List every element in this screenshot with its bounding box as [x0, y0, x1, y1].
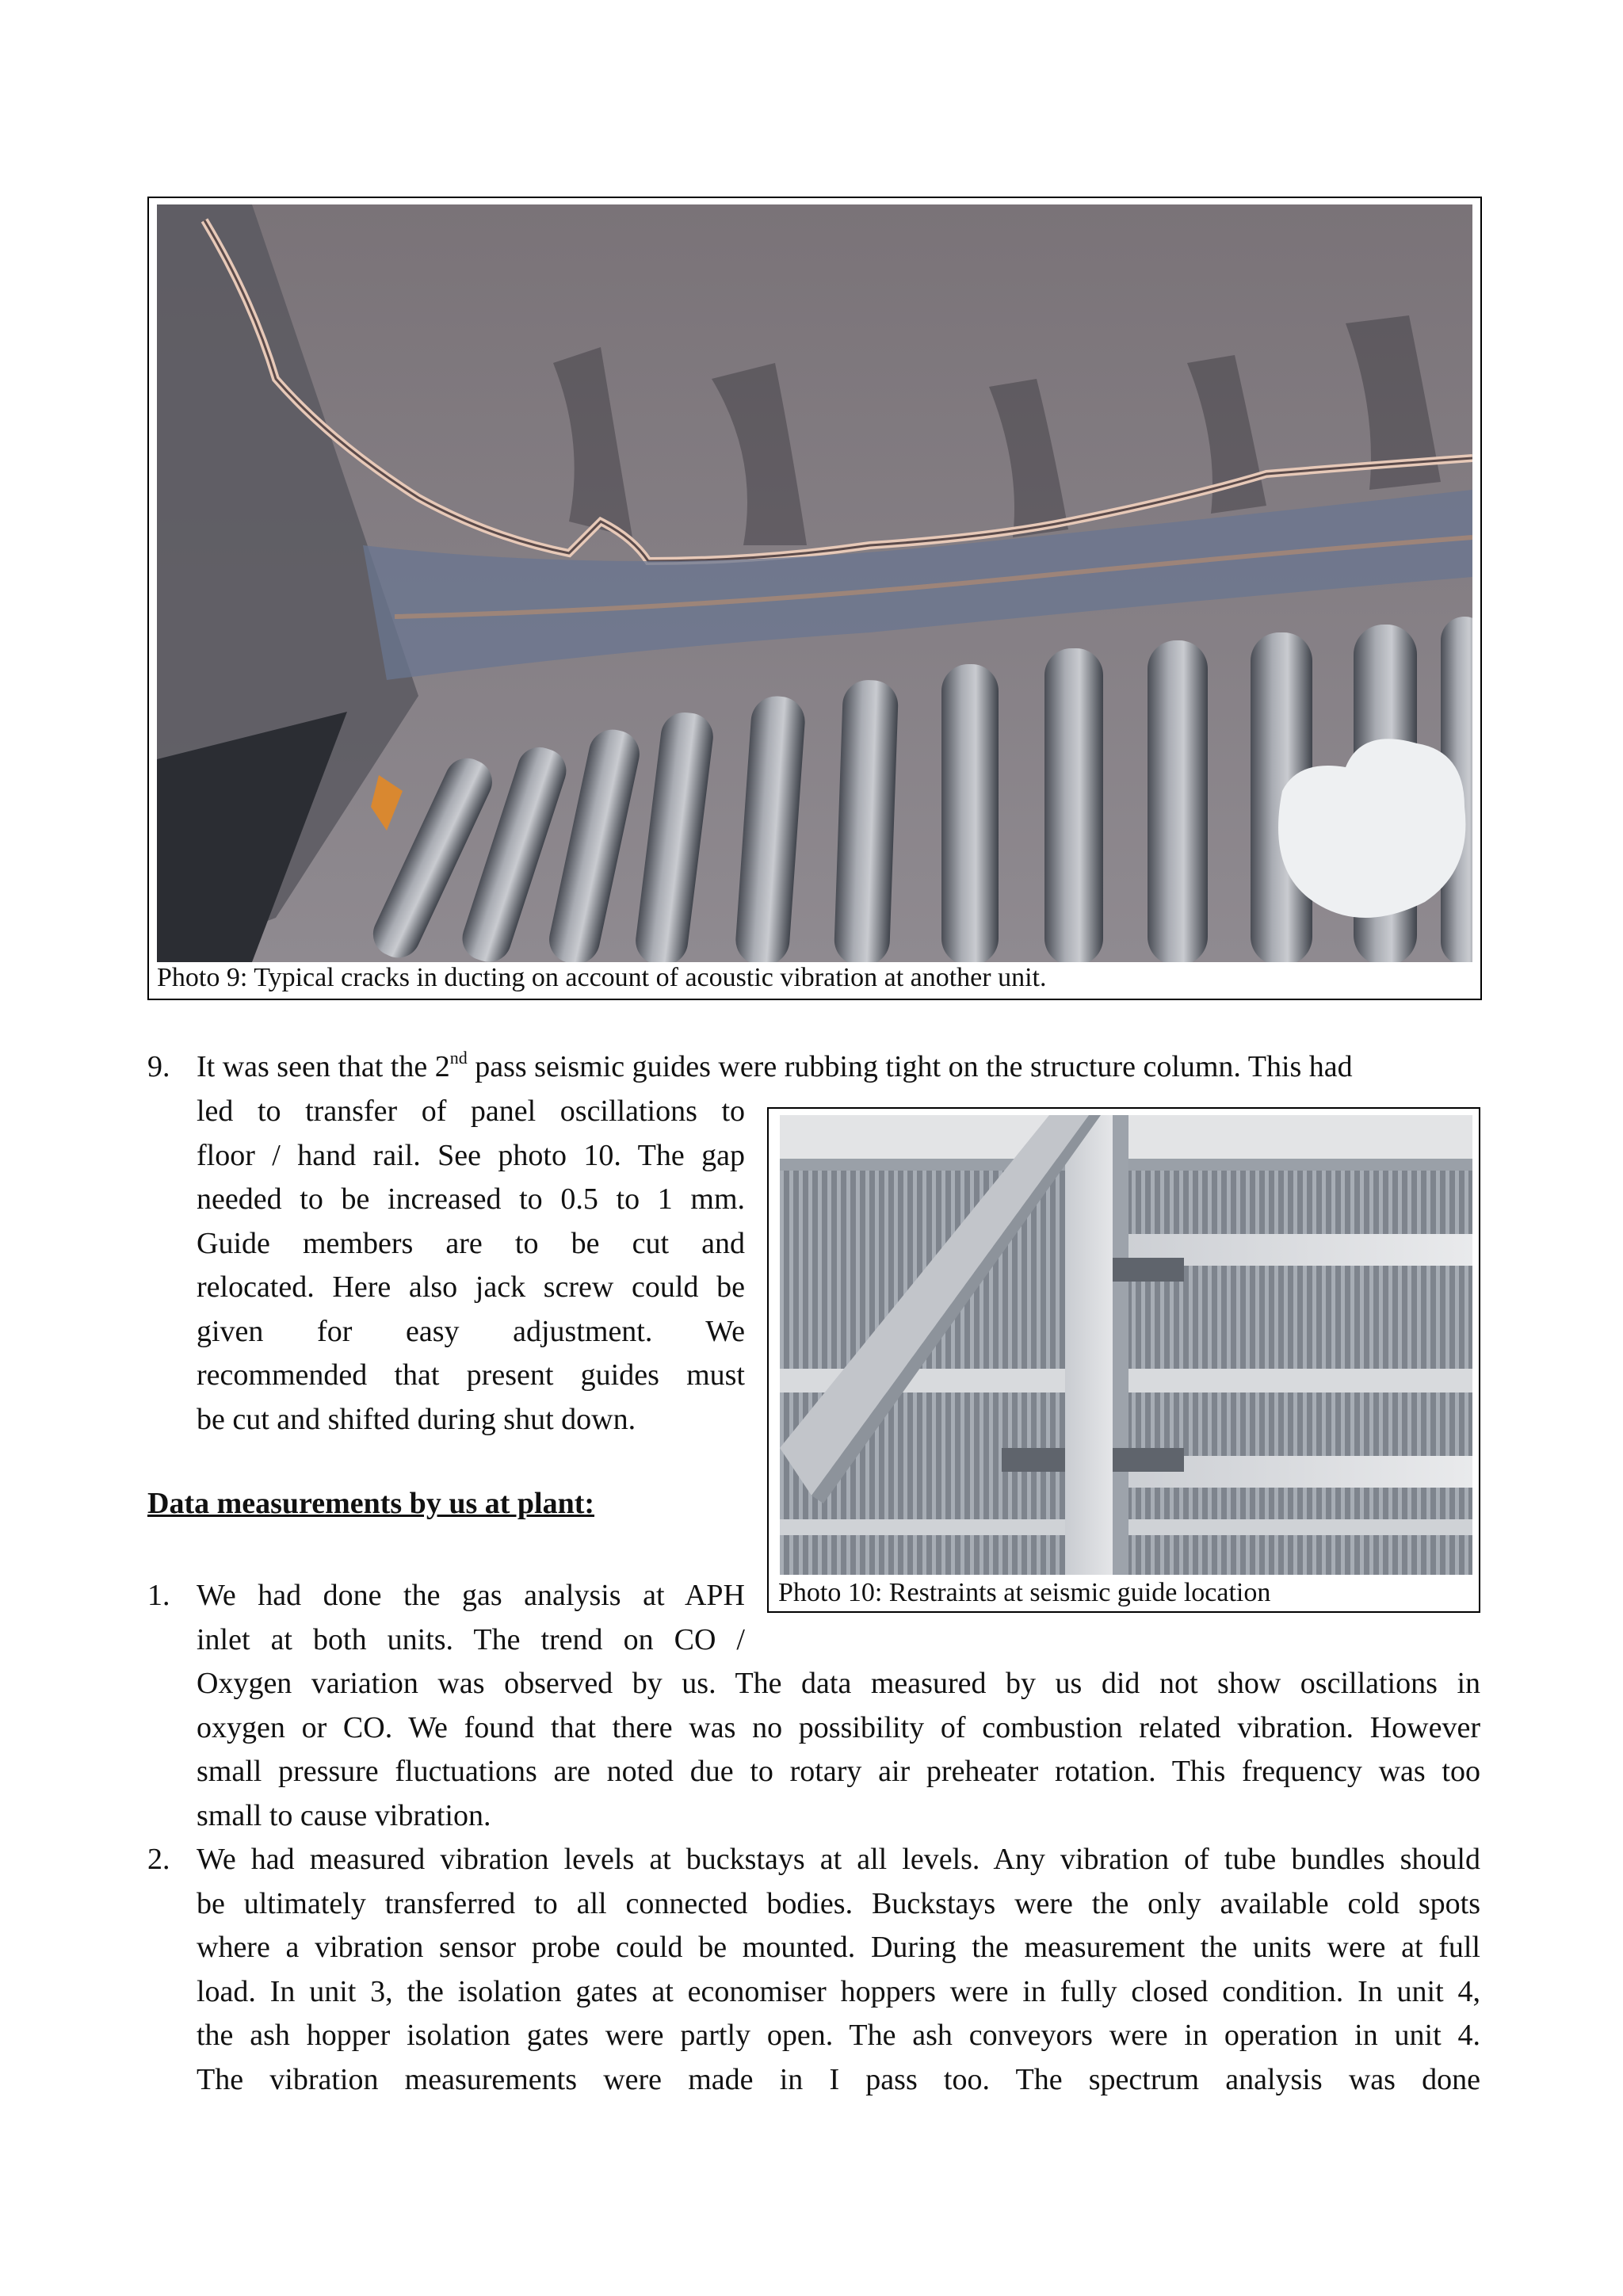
list-item-2-line: We had measured vibration levels at buckstays at all levels. Any vibration of tube bundles should — [197, 1843, 1480, 1876]
list-item-1-line: We had done the gas analysis at APH — [197, 1579, 745, 1612]
list-item-1-line: small pressure fluctuations are noted due to rotary air preheater rotation. This frequency was too — [197, 1755, 1480, 1788]
item-9-line: floor / hand rail. See photo 10. The gap — [197, 1138, 745, 1172]
section-heading: Data measurements by us at plant: — [147, 1487, 595, 1520]
list-item-1-number: 1. — [147, 1579, 170, 1612]
item-9-line: led to transfer of panel oscillations to — [197, 1095, 745, 1128]
list-item-2-text — [197, 1838, 1480, 2102]
item-9-line: given for easy adjustment. We — [197, 1314, 745, 1348]
list-item-1-line: small to cause vibration. — [197, 1798, 491, 1832]
item-9-line: relocated. Here also jack screw could be — [197, 1270, 745, 1304]
item-9-first-line-after: pass seismic guides were rubbing tight on the structure column. This had — [467, 1050, 1353, 1083]
list-item-1-line: Oxygen variation was observed by us. The data measured by us did not show oscillations in — [197, 1667, 1480, 1700]
item-9-superscript: nd — [449, 1048, 468, 1068]
list-item-2-line: where a vibration sensor probe could be mounted. During the measurement the units were at full — [197, 1931, 1480, 1964]
list-item-2-line: be ultimately transferred to all connected bodies. Buckstays were the only available cold spots — [197, 1886, 1480, 1920]
photo-10-caption: Photo 10: Restraints at seismic guide location — [778, 1578, 1271, 1607]
photo-10-seismic-guide-image — [780, 1115, 1472, 1575]
list-item-2-line: the ash hopper isolation gates were partly open. The ash conveyors were in operation in unit 4. — [197, 2019, 1480, 2052]
list-item-1-line: inlet at both units. The trend on CO / — [197, 1622, 745, 1656]
photo-10-frame — [767, 1107, 1480, 1613]
photo-9-caption: Photo 9: Typical cracks in ducting on account of acoustic vibration at another unit. — [157, 963, 1047, 992]
item-9-line: Guide members are to be cut and — [197, 1226, 745, 1260]
list-item-1-text — [197, 1662, 1480, 1838]
item-9-first-line — [197, 1045, 1480, 1090]
item-9-first-line-before: It was seen that the 2 — [197, 1050, 450, 1083]
item-9-line: recommended that present guides must — [197, 1358, 745, 1392]
photo-9-duct-cracks-image — [157, 204, 1472, 962]
list-item-1-wrapped-text — [197, 1574, 745, 1662]
item-9-number: 9. — [147, 1050, 170, 1083]
photo-9-frame — [147, 197, 1482, 1000]
list-item-2-line: The vibration measurements were made in I pass too. The spectrum analysis was done — [197, 2062, 1480, 2096]
list-item-1-line: oxygen or CO. We found that there was no possibility of combustion related vibration. However — [197, 1710, 1480, 1744]
item-9-line: needed to be increased to 0.5 to 1 mm. — [197, 1182, 745, 1216]
item-9-wrapped-text — [197, 1090, 745, 1442]
item-9-line: be cut and shifted during shut down. — [197, 1402, 636, 1436]
list-item-2-number: 2. — [147, 1843, 170, 1876]
list-item-2-line: load. In unit 3, the isolation gates at economiser hoppers were in fully closed condition. In unit 4, — [197, 1974, 1480, 2008]
